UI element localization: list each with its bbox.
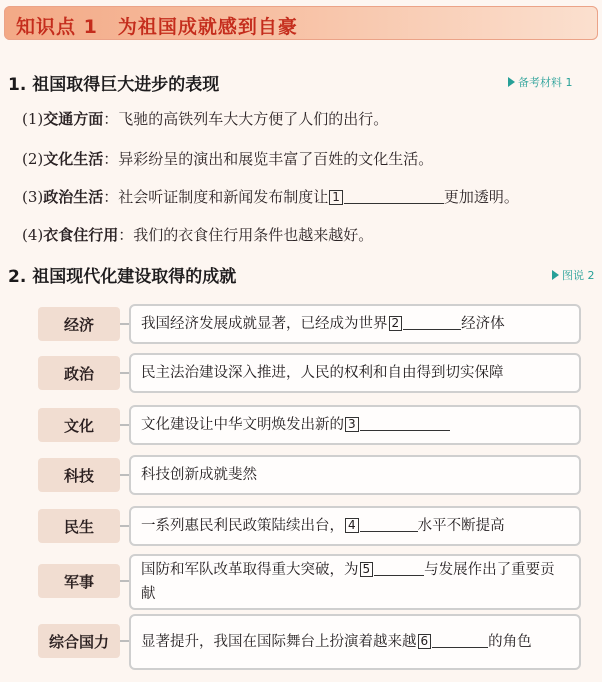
row-text: 民主法治建设深入推进，人民的权利和自由得到切实保障 — [141, 365, 504, 381]
section1-item — [22, 148, 433, 169]
item-prefix: (2) — [22, 150, 44, 168]
achievement-box-livelihood — [129, 506, 581, 546]
fill-in-blank[interactable] — [344, 189, 444, 204]
achievement-box-military — [129, 554, 581, 610]
connector-line — [120, 424, 129, 426]
connector-line — [120, 372, 129, 374]
item-text: ：飞驰的高铁列车大大方便了人们的出行。 — [103, 110, 389, 128]
item-prefix: (4) — [22, 226, 44, 244]
item-text: ：异彩纷呈的演出和展览丰富了百姓的文化生活。 — [103, 150, 434, 168]
fill-in-blank[interactable] — [432, 633, 488, 648]
achievement-label-national-strength: 综合国力 — [38, 624, 120, 658]
section1-item — [22, 186, 519, 207]
achievement-label-politics: 政治 — [38, 356, 120, 390]
achievement-box-culture — [129, 405, 581, 445]
connector-line — [120, 525, 129, 527]
blank-number: 2 — [389, 316, 403, 331]
section1-item — [22, 224, 373, 245]
section1-heading: 1. 祖国取得巨大进步的表现 — [8, 75, 220, 95]
item-prefix: (3) — [22, 188, 44, 206]
triangle-icon — [508, 77, 515, 87]
row-text-before: 国防和军队改革取得重大突破，为 — [141, 562, 359, 578]
achievement-box-economy — [129, 304, 581, 344]
item-category: 文化生活 — [43, 150, 104, 168]
connector-line — [120, 474, 129, 476]
achievement-label-culture: 文化 — [38, 408, 120, 442]
row-text-before: 文化建设让中华文明焕发出新的 — [141, 417, 344, 433]
item-text-after: 更加透明。 — [443, 188, 519, 206]
row-text-after: 水平不断提高 — [417, 518, 505, 534]
fill-in-blank[interactable] — [374, 561, 424, 576]
blank-number: 1 — [329, 190, 343, 205]
blank-number: 4 — [345, 518, 359, 533]
row-text-before: 我国经济发展成就显著，已经成为世界 — [141, 316, 388, 332]
connector-line — [120, 580, 129, 582]
fill-in-blank[interactable] — [403, 315, 461, 330]
achievement-box-politics — [129, 353, 581, 393]
connector-line — [120, 323, 129, 325]
blank-number: 5 — [360, 562, 374, 577]
fill-in-blank[interactable] — [360, 517, 418, 532]
achievement-box-technology — [129, 455, 581, 495]
achievement-label-technology: 科技 — [38, 458, 120, 492]
item-prefix: (1) — [22, 110, 44, 128]
item-category: 政治生活 — [43, 188, 104, 206]
header-title: 知识点 1 为祖国成就感到自豪 — [16, 16, 298, 38]
blank-number: 6 — [418, 634, 432, 649]
row-text-before: 显著提升，我国在国际舞台上扮演着越来越 — [141, 634, 417, 650]
blank-number: 3 — [345, 417, 359, 432]
section2-ref-label: 图说 2 — [562, 269, 595, 282]
section1-ref-tag — [508, 74, 573, 90]
item-text: ：我们的衣食住行用条件也越来越好。 — [118, 226, 374, 244]
achievement-label-economy: 经济 — [38, 307, 120, 341]
row-text: 科技创新成就斐然 — [141, 467, 257, 483]
row-text-after: 与发展作出了重要贡献 — [141, 562, 555, 602]
achievement-label-military: 军事 — [38, 564, 120, 598]
triangle-icon — [552, 270, 559, 280]
row-text-after: 的角色 — [488, 634, 532, 650]
connector-line — [120, 640, 129, 642]
section1-ref-label: 备考材料 1 — [518, 76, 573, 89]
fill-in-blank[interactable] — [360, 416, 450, 431]
achievement-label-livelihood: 民生 — [38, 509, 120, 543]
section1-item — [22, 108, 388, 129]
section2-ref-tag — [552, 267, 595, 283]
achievement-box-national-strength — [129, 614, 581, 670]
section2-heading: 2. 祖国现代化建设取得的成就 — [8, 267, 237, 287]
row-text-after: 经济体 — [461, 316, 505, 332]
item-category: 交通方面 — [43, 110, 104, 128]
knowledge-point-header — [4, 6, 598, 40]
row-text-before: 一系列惠民利民政策陆续出台， — [141, 518, 344, 534]
item-text-before: ：社会听证制度和新闻发布制度让 — [103, 188, 329, 206]
item-category: 衣食住行用 — [43, 226, 119, 244]
